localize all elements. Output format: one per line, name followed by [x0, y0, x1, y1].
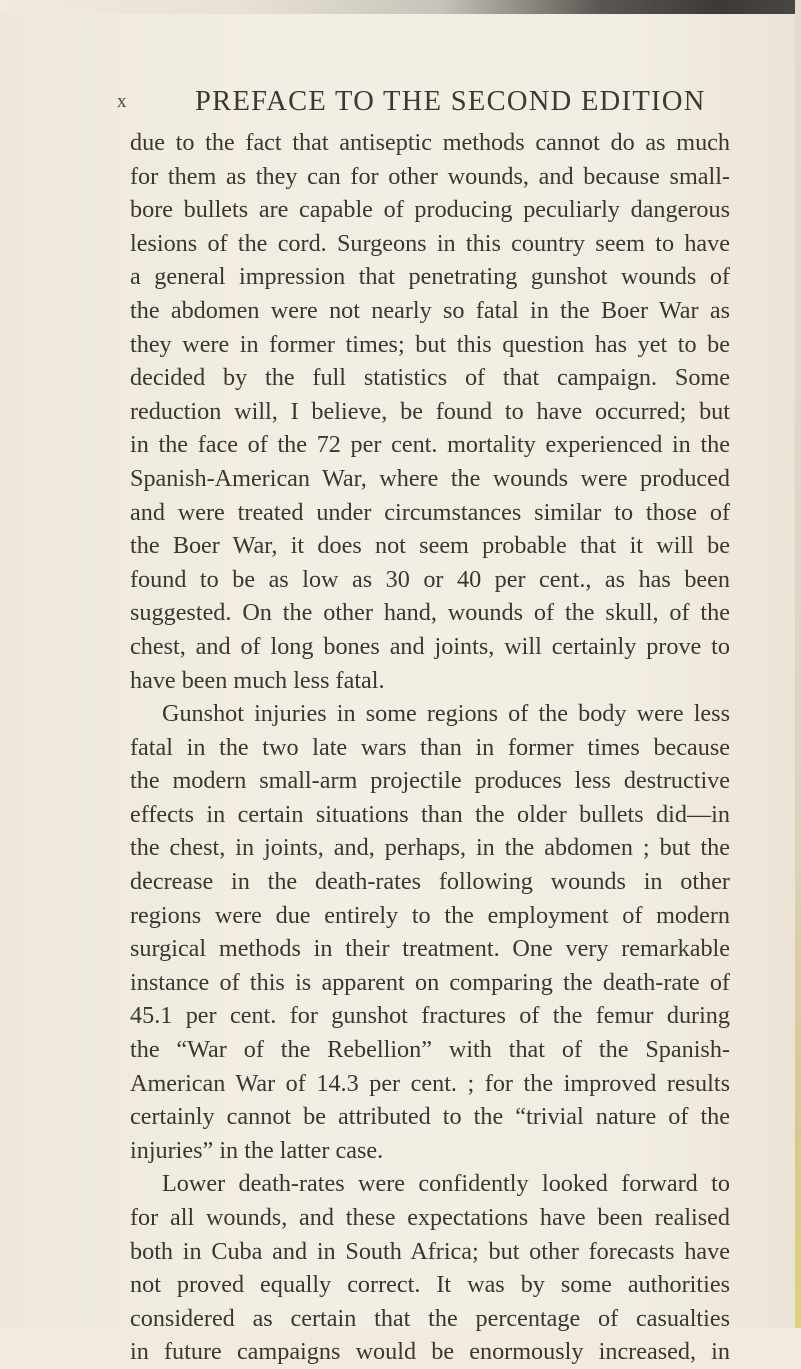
text-line: in the face of the 72 per cent. mortality experienced in the — [130, 431, 730, 459]
text-line: the “War of the Rebellion” with that of the Spanish- — [130, 1036, 730, 1064]
running-head: PREFACE TO THE SECOND EDITION — [195, 86, 706, 117]
text-line: decided by the full statistics of that campaign. Some — [130, 364, 730, 392]
text-line: injuries” in the latter case. — [130, 1136, 384, 1164]
text-line: regions were due entirely to the employment of modern — [130, 901, 730, 929]
text-line: the Boer War, it does not seem probable that it will be — [130, 532, 730, 560]
text-line: not proved equally correct. It was by some authorities — [130, 1271, 730, 1299]
page-number: x — [117, 91, 128, 112]
text-line: the abdomen were not nearly so fatal in the Boer War as — [130, 296, 730, 324]
text-line: a general impression that penetrating gunshot wounds of — [130, 263, 730, 291]
text-line: both in Cuba and in South Africa; but other forecasts have — [130, 1237, 730, 1265]
text-line: lesions of the cord. Surgeons in this country seem to have — [130, 229, 730, 257]
body-text — [130, 126, 730, 1369]
text-line: bore bullets are capable of producing peculiarly dangerous — [130, 196, 730, 224]
text-line: suggested. On the other hand, wounds of the skull, of the — [130, 599, 730, 627]
text-line: surgical methods in their treatment. One very remarkable — [130, 935, 730, 963]
text-line: the modern small-arm projectile produces less destructive — [130, 767, 730, 795]
text-line: Spanish-American War, where the wounds were produced — [130, 464, 730, 492]
paragraph-start: Lower death-rates were confidently looked forward to — [162, 1170, 730, 1198]
page-header — [0, 86, 801, 126]
text-line: in future campaigns would be enormously increased, in — [130, 1338, 730, 1366]
text-line: American War of 14.3 per cent. ; for the improved results — [130, 1069, 730, 1097]
text-line: effects in certain situations than the older bullets did—in — [130, 800, 730, 828]
text-line: instance of this is apparent on comparing the death-rate of — [130, 968, 730, 996]
text-line: for all wounds, and these expectations have been realised — [130, 1204, 730, 1231]
text-line: 45.1 per cent. for gunshot fractures of the femur during — [130, 1002, 730, 1030]
text-line: the chest, in joints, and, perhaps, in the abdomen ; but the — [130, 834, 730, 862]
text-line: they were in former times; but this question has yet to be — [130, 330, 730, 358]
text-line: and were treated under circumstances similar to those of — [130, 498, 730, 526]
page-top-edge-shadow — [0, 0, 801, 14]
text-line: considered as certain that the percentage of casualties — [130, 1304, 730, 1332]
text-line: reduction will, I believe, be found to have occurred; but — [130, 397, 730, 425]
text-line: decrease in the death-rates following wounds in other — [130, 868, 730, 896]
paragraph-start: Gunshot injuries in some regions of the body were less — [162, 700, 730, 728]
text-line: fatal in the two late wars than in former times because — [130, 733, 730, 761]
text-line: due to the fact that antiseptic methods cannot do as much — [130, 129, 730, 156]
page-right-edge — [795, 0, 801, 1328]
text-line: have been much less fatal. — [130, 666, 385, 694]
text-line: certainly cannot be attributed to the “trivial nature of the — [130, 1103, 730, 1131]
text-line: found to be as low as 30 or 40 per cent., as has been — [130, 565, 730, 593]
text-line: chest, and of long bones and joints, will certainly prove to — [130, 632, 730, 660]
text-line: for them as they can for other wounds, and because small- — [130, 162, 730, 190]
